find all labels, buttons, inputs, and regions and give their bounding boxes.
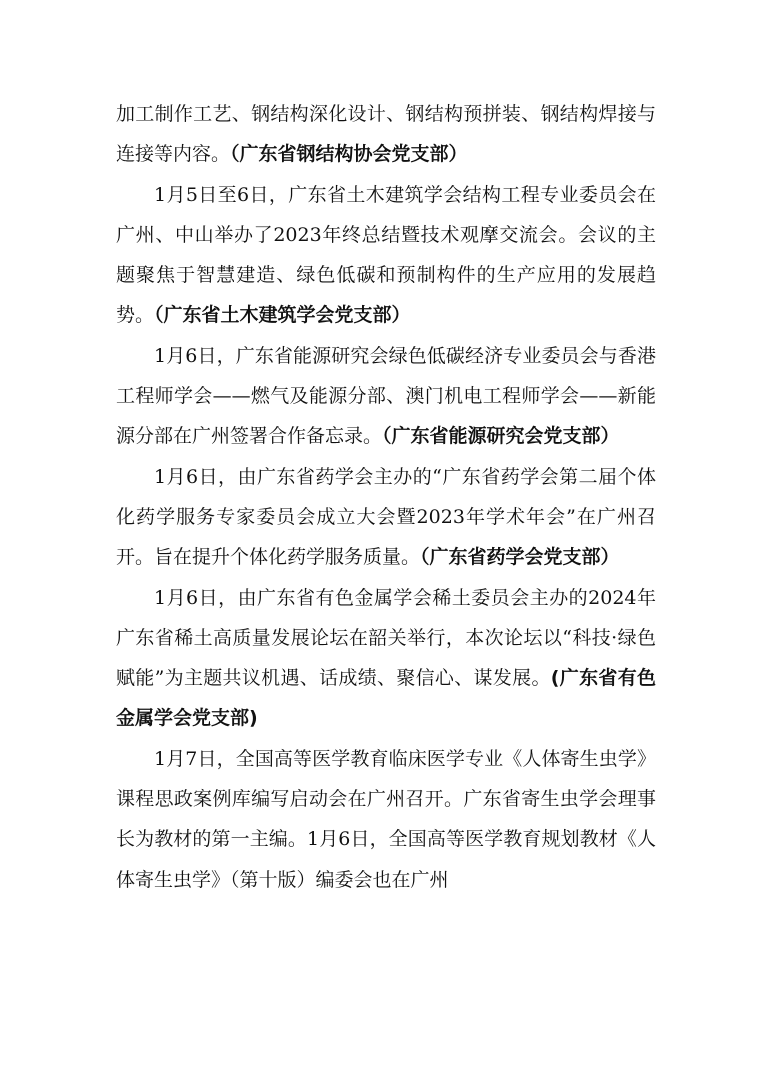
paragraph-text: 1月5日至6日，广东省土木建筑学会结构工程专业委员会在广州、中山举办了2023年终总结暨技术观摩交流会。会议的主题聚焦于智慧建造、绿色低碳和预制构件的生产应用的发展趋势。: [116, 183, 656, 327]
paragraph-text: 1月6日，由广东省药学会主办的“广东省药学会第二届个体化药学服务专家委员会成立大会暨2023年学术年会”在广州召开。旨在提升个体化药学服务质量。: [116, 465, 656, 569]
source-attribution: （广东省土木建筑学会党支部）: [154, 304, 411, 327]
paragraph-6: [116, 739, 656, 900]
source-attribution: （广东省药学会党支部）: [420, 546, 620, 569]
paragraph-4: [116, 457, 656, 578]
paragraph-3: [116, 336, 656, 457]
paragraph-text: 1月7日，全国高等医学教育临床医学专业《人体寄生虫学》课程思政案例库编写启动会在广州召开。广东省寄生虫学会理事长为教材的第一主编。1月6日，全国高等医学教育规划教材《人体寄生虫学》（第十版）编委会也在广州: [116, 747, 656, 891]
source-attribution: （广东省钢结构协会党支部）: [230, 143, 468, 166]
paragraph-text: 1月6日，由广东省有色金属学会稀土委员会主办的2024年广东省稀土高质量发展论坛在韶关举行，本次论坛以“科技·绿色赋能”为主题共议机遇、话成绩、聚信心、谋发展。: [116, 586, 656, 690]
source-attribution: （广东省能源研究会党支部）: [382, 425, 620, 448]
paragraph-2: [116, 175, 656, 336]
paragraph-text: 加工制作工艺、钢结构深化设计、钢结构预拼装、钢结构焊接与连接等内容。: [116, 103, 656, 166]
source-attribution: (广东省有色金属学会党支部): [116, 667, 656, 730]
paragraph-text: 1月6日，广东省能源研究会绿色低碳经济专业委员会与香港工程师学会——燃气及能源分部、澳门机电工程师学会——新能源分部在广州签署合作备忘录。: [116, 344, 656, 448]
paragraph-5: [116, 578, 656, 739]
document-body: [116, 94, 656, 900]
paragraph-1: [116, 94, 656, 175]
